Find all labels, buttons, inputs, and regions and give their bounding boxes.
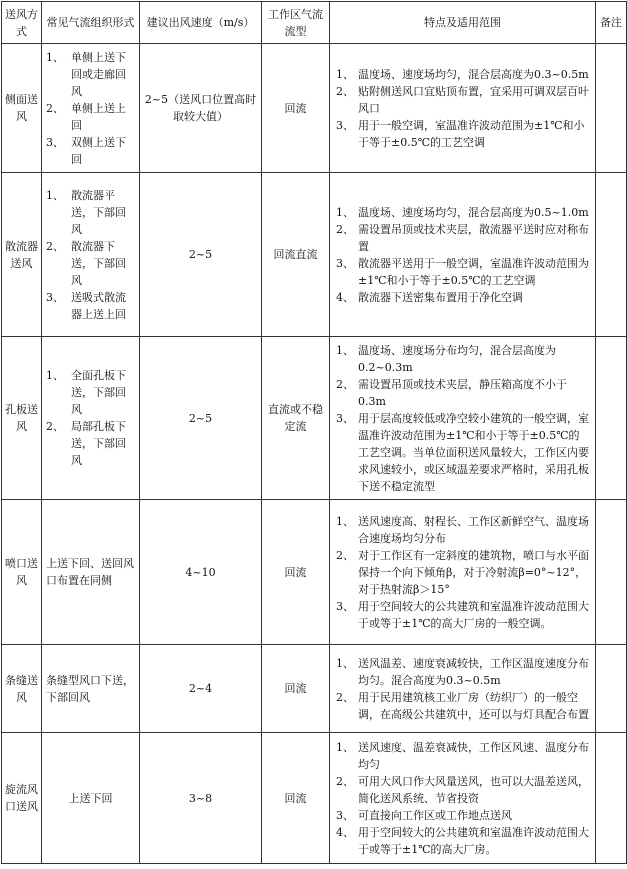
list-item-text: 对于工作区有一定斜度的建筑物，喷口与水平面保持一个向下倾角β，对于冷射流β=0°~12°，对于热射流β＞15° xyxy=(358,548,589,596)
list-item-text: 可用大风口作大风量送风，也可以大温差送风，简化送风系统、节省投资 xyxy=(358,774,589,805)
cell-speed: 2~5（送风口位置高时取较大值） xyxy=(140,44,262,173)
list-item-number: 3、 xyxy=(336,808,354,822)
cell-speed: 2~5 xyxy=(140,337,262,500)
cell-speed: 4~10 xyxy=(140,500,262,645)
cell-forms xyxy=(42,173,140,337)
list-item xyxy=(46,134,135,168)
list-item-text: 散流器平送，下部回风 xyxy=(71,188,126,236)
list-item-number: 3、 xyxy=(336,599,354,613)
list-item xyxy=(336,83,589,117)
cell-features xyxy=(330,44,596,173)
cell-flow: 回流 xyxy=(262,645,330,733)
list-item-number: 3、 xyxy=(336,411,354,425)
cell-forms xyxy=(42,500,140,645)
list-item-text: 送风速度高、射程长、工作区新鲜空气、温度场合速度场均匀分布 xyxy=(358,514,589,545)
cell-method: 侧面送风 xyxy=(2,44,42,173)
list-item xyxy=(336,410,589,495)
cell-note xyxy=(596,44,627,173)
header-note: 备注 xyxy=(596,2,627,44)
list-item xyxy=(46,672,135,706)
list-item-number: 1、 xyxy=(336,514,354,528)
list-item xyxy=(336,773,589,807)
cell-method: 散流器送风 xyxy=(2,173,42,337)
table-row xyxy=(2,173,627,337)
list-item xyxy=(336,824,589,858)
list-item-text: 送吸式散流器上送上回 xyxy=(71,290,126,321)
cell-features-list xyxy=(336,513,589,632)
cell-features-list xyxy=(336,342,589,495)
table-row xyxy=(2,44,627,173)
list-item-number: 1、 xyxy=(336,205,354,219)
list-item-text: 温度场、速度场分布均匀，混合层高度为0.2~0.3m xyxy=(358,343,556,374)
cell-method: 条缝送风 xyxy=(2,645,42,733)
header-speed: 建议出风速度（m/s） xyxy=(140,2,262,44)
list-item xyxy=(336,513,589,547)
air-distribution-table xyxy=(1,1,627,864)
list-item xyxy=(336,289,589,306)
list-item-number: 4、 xyxy=(336,290,354,304)
list-item-text: 需设置吊顶或技术夹层，散流器平送时应对称布置 xyxy=(358,222,589,253)
cell-method: 喷口送风 xyxy=(2,500,42,645)
list-item xyxy=(336,655,589,689)
cell-note xyxy=(596,337,627,500)
list-item-text: 散流器平送用于一般空调，室温准许波动范围为±1℃和小于等于±0.5℃的工艺空调 xyxy=(358,256,589,287)
cell-forms xyxy=(42,44,140,173)
list-item xyxy=(336,117,589,151)
list-item-text: 用于一般空调，室温准许波动范围为±1℃和小于等于±0.5℃的工艺空调 xyxy=(358,118,585,149)
list-item xyxy=(336,204,589,221)
cell-method: 旋流风口送风 xyxy=(2,733,42,864)
cell-forms-list xyxy=(46,367,135,469)
list-item-number: 2、 xyxy=(46,239,64,253)
list-item-number: 2、 xyxy=(336,548,354,562)
list-item-text: 条缝型风口下送，下部回风 xyxy=(46,673,134,704)
cell-flow: 回流 xyxy=(262,500,330,645)
list-item-text: 上送下回 xyxy=(68,791,113,805)
list-item xyxy=(46,238,135,289)
list-item-number: 2、 xyxy=(336,84,354,98)
list-item-number: 2、 xyxy=(336,774,354,788)
list-item xyxy=(46,187,135,238)
table-row xyxy=(2,500,627,645)
header-forms: 常见气流组织形式 xyxy=(42,2,140,44)
cell-speed: 2~5 xyxy=(140,173,262,337)
cell-speed: 3~8 xyxy=(140,733,262,864)
list-item-text: 温度场、速度场均匀，混合层高度为0.5~1.0m xyxy=(358,205,589,219)
list-item-text: 贴附侧送风口宜贴顶布置，宜采用可调双层百叶风口 xyxy=(358,84,589,115)
list-item-text: 散流器下送，下部回风 xyxy=(71,239,126,287)
cell-flow: 直流或不稳定流 xyxy=(262,337,330,500)
list-item xyxy=(46,555,135,589)
cell-forms-list xyxy=(46,187,135,323)
cell-speed: 2~4 xyxy=(140,645,262,733)
cell-features-list xyxy=(336,66,589,151)
list-item-text: 用于层高度较低或净空较小建筑的一般空调，室温准许波动范围为±1℃和小于等于±0.5℃的工艺空调。当单位面积送风量较大，工作区内要求风速较小，或区域温差要求严格时，采用孔板下送不稳定流型 xyxy=(358,411,589,493)
list-item xyxy=(46,367,135,418)
table-row xyxy=(2,645,627,733)
list-item xyxy=(46,49,135,100)
list-item xyxy=(336,255,589,289)
cell-features xyxy=(330,645,596,733)
list-item-number: 4、 xyxy=(336,825,354,839)
list-item xyxy=(336,342,589,376)
list-item-number: 1、 xyxy=(336,67,354,81)
list-item xyxy=(336,807,589,824)
list-item-number: 2、 xyxy=(46,101,64,115)
list-item-number: 2、 xyxy=(336,222,354,236)
cell-note xyxy=(596,173,627,337)
cell-forms-list xyxy=(46,555,135,589)
cell-note xyxy=(596,645,627,733)
list-item-number: 2、 xyxy=(46,420,64,433)
table-body xyxy=(2,44,627,864)
cell-note xyxy=(596,733,627,864)
list-item xyxy=(336,547,589,598)
cell-forms-list xyxy=(46,790,135,807)
list-item xyxy=(336,689,589,723)
list-item xyxy=(336,598,589,632)
list-item xyxy=(46,418,135,469)
list-item xyxy=(336,66,589,83)
list-item xyxy=(336,221,589,255)
list-item-text: 散流器下送密集布置用于净化空调 xyxy=(358,290,523,304)
cell-forms xyxy=(42,645,140,733)
list-item-text: 单侧上送下回或走廊回风 xyxy=(71,50,126,98)
list-item xyxy=(46,790,135,807)
list-item-number: 1、 xyxy=(46,188,64,202)
list-item-text: 用于空间较大的公共建筑和室温准许波动范围大于或等于±1℃的高大厂房的一般空调。 xyxy=(358,599,589,630)
cell-flow: 回流 xyxy=(262,44,330,173)
cell-features-list xyxy=(336,739,589,858)
cell-forms-list xyxy=(46,672,135,706)
list-item-text: 需设置吊顶或技术夹层，静压箱高度不小于0.3m xyxy=(358,377,567,408)
list-item-number: 1、 xyxy=(46,50,64,64)
cell-features xyxy=(330,500,596,645)
list-item-text: 可直接向工作区或工作地点送风 xyxy=(358,808,512,822)
list-item-number: 1、 xyxy=(46,369,64,382)
list-item-text: 双侧上送下回 xyxy=(71,135,126,166)
cell-flow: 回流 xyxy=(262,733,330,864)
cell-features-list xyxy=(336,204,589,306)
cell-features-list xyxy=(336,655,589,723)
list-item-text: 送风速度、温差衰减快，工作区风速、温度分布均匀 xyxy=(358,740,589,771)
list-item xyxy=(336,739,589,773)
header-method: 送风方式 xyxy=(2,2,42,44)
list-item-text: 用于民用建筑核工业厂房（纺织厂）的一般空调，在高级公共建筑中，还可以与灯具配合布置 xyxy=(358,690,589,721)
list-item-text: 上送下回、送回风口布置在同侧 xyxy=(46,557,134,587)
list-item-text: 单侧上送上回 xyxy=(71,101,126,132)
list-item-number: 1、 xyxy=(336,343,354,357)
cell-forms-list xyxy=(46,49,135,168)
list-item xyxy=(336,376,589,410)
list-item-number: 3、 xyxy=(336,256,354,270)
list-item-number: 2、 xyxy=(336,690,354,704)
list-item-number: 3、 xyxy=(46,290,64,304)
cell-flow: 回流直流 xyxy=(262,173,330,337)
list-item-number: 3、 xyxy=(46,135,64,149)
list-item-text: 全面孔板下送，下部回风 xyxy=(71,369,126,416)
cell-features xyxy=(330,173,596,337)
table-header-row xyxy=(2,2,627,44)
cell-forms xyxy=(42,337,140,500)
list-item xyxy=(46,289,135,323)
cell-method: 孔板送风 xyxy=(2,337,42,500)
cell-features xyxy=(330,733,596,864)
list-item-number: 2、 xyxy=(336,377,354,391)
list-item-text: 温度场、速度场均匀，混合层高度为0.3~0.5m xyxy=(358,67,589,81)
list-item-text: 用于空间较大的公共建筑和室温准许波动范围大于或等于±1℃的高大厂房。 xyxy=(358,825,589,856)
cell-forms xyxy=(42,733,140,864)
list-item-text: 局部孔板下送，下部回风 xyxy=(71,420,126,467)
cell-features xyxy=(330,337,596,500)
table-row xyxy=(2,337,627,500)
list-item-number: 1、 xyxy=(336,740,354,754)
list-item-number: 1、 xyxy=(336,656,354,670)
header-features: 特点及适用范围 xyxy=(330,2,596,44)
list-item-number: 3、 xyxy=(336,118,354,132)
cell-note xyxy=(596,500,627,645)
table-row xyxy=(2,733,627,864)
list-item-text: 送风温差、速度衰减较快，工作区温度速度分布均匀。混合高度为0.3~0.5m xyxy=(358,656,589,687)
header-flow: 工作区气流流型 xyxy=(262,2,330,44)
list-item xyxy=(46,100,135,134)
